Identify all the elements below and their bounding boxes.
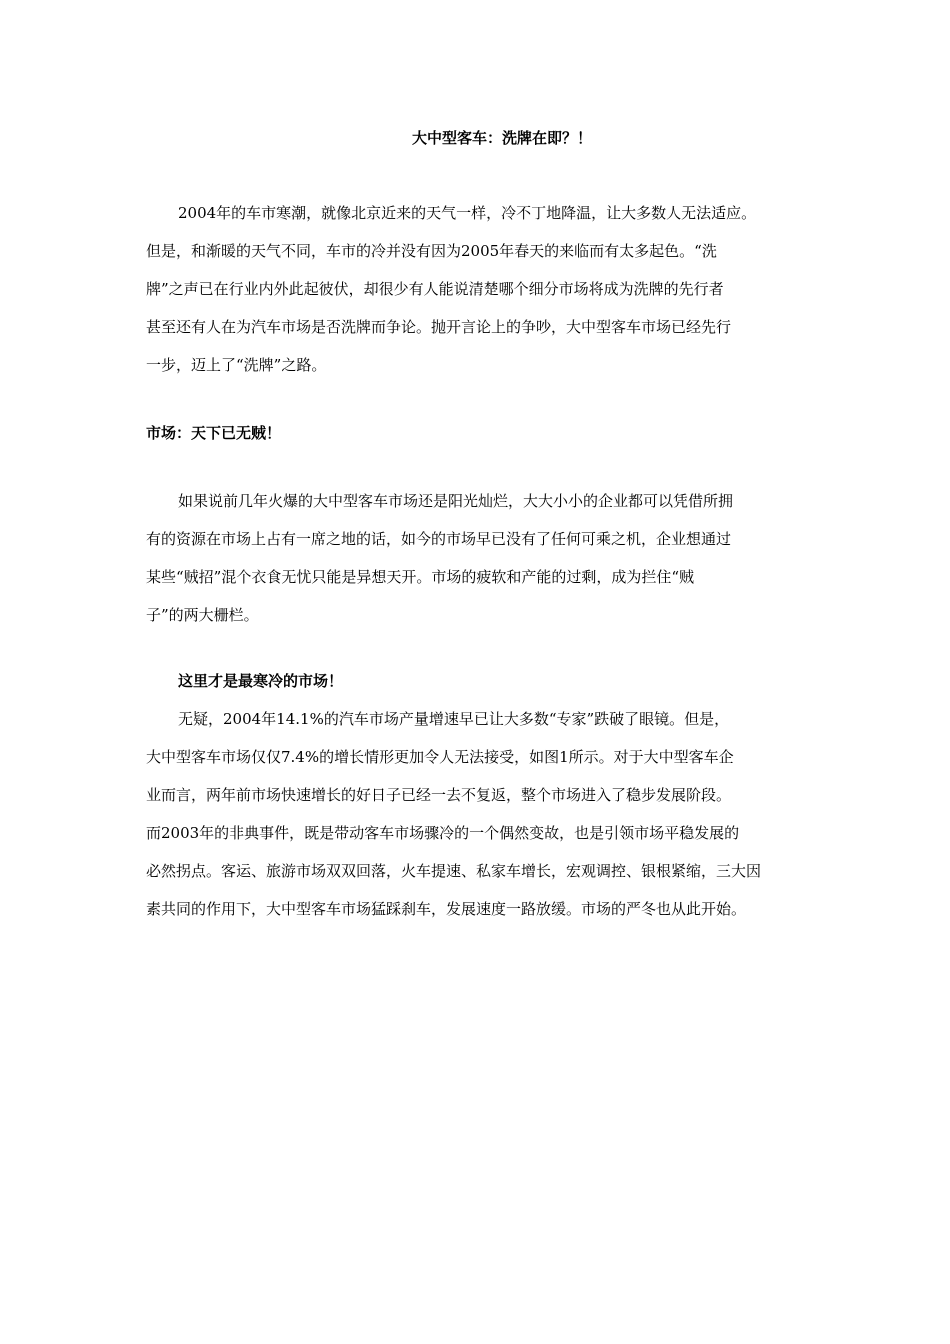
paragraph-line: 甚至还有人在为汽车市场是否洗牌而争论。抛开言论上的争吵，大中型客车市场已经先行 xyxy=(146,318,732,336)
paragraph-line: 如果说前几年火爆的大中型客车市场还是阳光灿烂，大大小小的企业都可以凭借所拥 xyxy=(178,492,734,510)
paragraph-line: 有的资源在市场上占有一席之地的话，如今的市场早已没有了任何可乘之机，企业想通过 xyxy=(146,530,732,548)
paragraph-line: 2004年的车市寒潮，就像北京近来的天气一样，冷不丁地降温，让大多数人无法适应。 xyxy=(178,204,757,222)
paragraph-line: 一步，迈上了“洗牌”之路。 xyxy=(146,356,327,374)
section-heading-coldest-market: 这里才是最寒冷的市场！ xyxy=(178,672,344,690)
document-title: 大中型客车：洗牌在即？！ xyxy=(411,129,592,147)
paragraph-line: 某些“贼招”混个衣食无忧只能是异想天开。市场的疲软和产能的过剩，成为拦住“贼 xyxy=(146,568,695,586)
paragraph-line: 无疑，2004年14.1%的汽车市场产量增速早已让大多数“专家”跌破了眼镜。但是， xyxy=(178,710,730,728)
market-paragraph xyxy=(146,482,818,634)
intro-paragraph xyxy=(146,194,818,384)
paragraph-line: 素共同的作用下，大中型客车市场猛踩刹车，发展速度一路放缓。市场的严冬也从此开始。 xyxy=(146,900,747,918)
paragraph-line: 大中型客车市场仅仅7.4%的增长情形更加令人无法接受，如图1所示。对于大中型客车企 xyxy=(146,748,734,766)
paragraph-line: 而2003年的非典事件，既是带动客车市场骤冷的一个偶然变故，也是引领市场平稳发展的 xyxy=(146,824,740,842)
coldest-market-paragraph xyxy=(146,700,818,928)
section-heading-market: 市场：天下已无贼！ xyxy=(146,424,282,442)
paragraph-line: 必然拐点。客运、旅游市场双双回落，火车提速、私家车增长，宏观调控、银根紧缩，三大因 xyxy=(146,862,762,880)
paragraph-line: 子”的两大栅栏。 xyxy=(146,606,259,624)
paragraph-line: 但是，和渐暖的天气不同，车市的冷并没有因为2005年春天的来临而有太多起色。“洗 xyxy=(146,242,717,260)
paragraph-line: 业而言，两年前市场快速增长的好日子已经一去不复返，整个市场进入了稳步发展阶段。 xyxy=(146,786,732,804)
paragraph-line: 牌”之声已在行业内外此起彼伏，却很少有人能说清楚哪个细分市场将成为洗牌的先行者 xyxy=(146,280,724,298)
document-page xyxy=(146,118,818,928)
